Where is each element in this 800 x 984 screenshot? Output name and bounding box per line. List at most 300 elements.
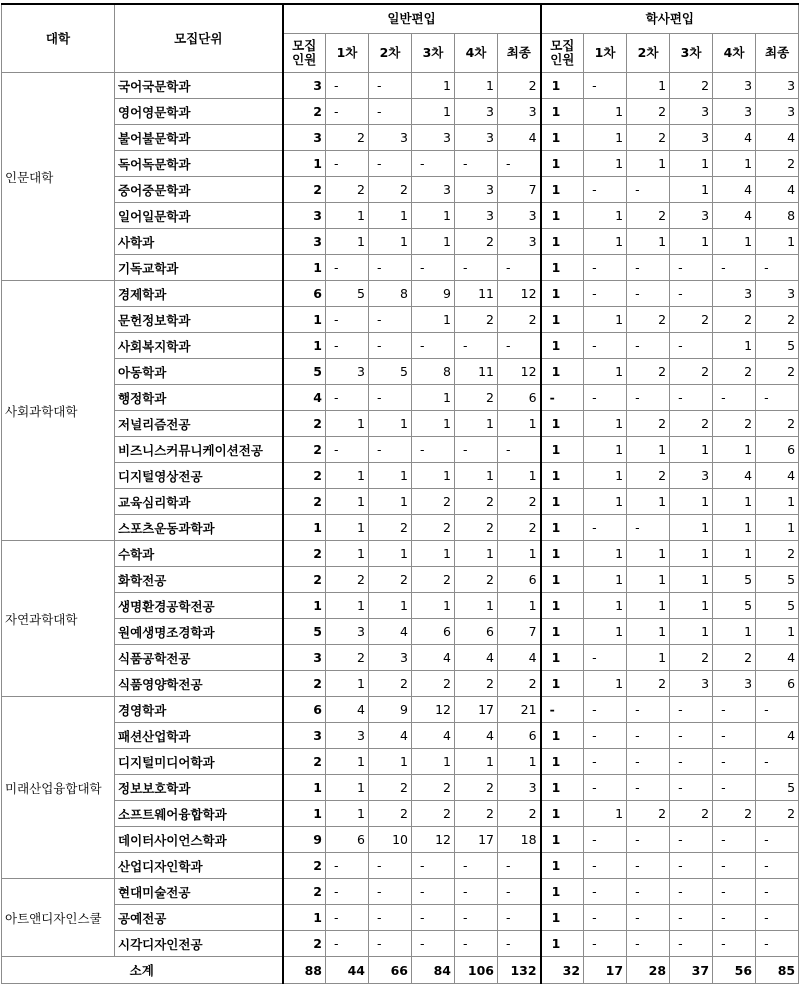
general-round-cell: 1 xyxy=(326,515,369,541)
bachelor-round-cell: 1 xyxy=(584,593,627,619)
general-round-cell: - xyxy=(369,437,412,463)
general-round-cell: 3 xyxy=(369,645,412,671)
table-row xyxy=(2,905,799,931)
general-round-cell: 2 xyxy=(498,671,541,697)
bachelor-quota-header: 모집 인원 xyxy=(541,34,584,73)
general-quota-cell: 2 xyxy=(283,931,326,957)
unit-name: 중어중문학과 xyxy=(115,177,283,203)
bachelor-round-header: 2차 xyxy=(627,34,670,73)
bachelor-round-cell: 1 xyxy=(670,515,713,541)
bachelor-round-cell: - xyxy=(670,931,713,957)
bachelor-quota-cell: 1 xyxy=(541,125,584,151)
general-round-cell: 4 xyxy=(498,645,541,671)
general-round-header: 3차 xyxy=(412,34,455,73)
bachelor-quota-cell: 1 xyxy=(541,801,584,827)
col-header-college: 대학 xyxy=(2,4,115,73)
bachelor-quota-cell: 1 xyxy=(541,99,584,125)
general-round-cell: 12 xyxy=(498,359,541,385)
general-round-cell: 2 xyxy=(412,775,455,801)
general-round-cell: 1 xyxy=(412,307,455,333)
bachelor-round-cell: 3 xyxy=(670,125,713,151)
general-round-cell: - xyxy=(455,853,498,879)
general-quota-cell: 2 xyxy=(283,541,326,567)
general-round-cell: 1 xyxy=(412,463,455,489)
bachelor-round-cell: - xyxy=(584,775,627,801)
general-round-cell: - xyxy=(498,255,541,281)
general-round-cell: 8 xyxy=(412,359,455,385)
bachelor-round-cell: 5 xyxy=(713,567,756,593)
general-round-cell: - xyxy=(498,151,541,177)
bachelor-round-cell: 1 xyxy=(584,671,627,697)
general-quota-cell: 9 xyxy=(283,827,326,853)
general-round-cell: - xyxy=(412,437,455,463)
general-round-cell: - xyxy=(326,853,369,879)
bachelor-total-cell: 32 xyxy=(541,957,584,984)
general-quota-header: 모집 인원 xyxy=(283,34,326,73)
college-name: 미래산업융합대학 xyxy=(2,697,115,879)
college-name: 자연과학대학 xyxy=(2,541,115,697)
general-round-cell: 8 xyxy=(369,281,412,307)
general-round-cell: 2 xyxy=(412,671,455,697)
table-row xyxy=(2,619,799,645)
general-round-cell: 1 xyxy=(455,411,498,437)
general-round-cell: 12 xyxy=(412,827,455,853)
general-round-cell: 3 xyxy=(412,177,455,203)
unit-name: 디지털영상전공 xyxy=(115,463,283,489)
general-round-cell: - xyxy=(369,99,412,125)
bachelor-quota-cell: 1 xyxy=(541,879,584,905)
bachelor-quota-cell: 1 xyxy=(541,619,584,645)
table-row xyxy=(2,593,799,619)
general-round-cell: - xyxy=(498,437,541,463)
general-quota-cell: 1 xyxy=(283,333,326,359)
bachelor-round-cell: - xyxy=(584,255,627,281)
bachelor-round-cell: 1 xyxy=(584,489,627,515)
bachelor-round-cell: 3 xyxy=(713,671,756,697)
general-round-cell: 3 xyxy=(326,619,369,645)
general-round-cell: 1 xyxy=(369,463,412,489)
general-round-cell: 2 xyxy=(369,567,412,593)
bachelor-round-cell: 2 xyxy=(756,411,799,437)
general-round-cell: - xyxy=(326,73,369,99)
total-row xyxy=(2,957,799,984)
bachelor-round-cell: 1 xyxy=(627,619,670,645)
general-round-cell: 2 xyxy=(498,73,541,99)
bachelor-round-cell: 2 xyxy=(670,307,713,333)
general-round-cell: - xyxy=(326,151,369,177)
general-round-cell: 7 xyxy=(498,619,541,645)
unit-name: 기독교학과 xyxy=(115,255,283,281)
general-quota-cell: 1 xyxy=(283,593,326,619)
bachelor-round-cell: - xyxy=(584,749,627,775)
bachelor-total-cell: 28 xyxy=(627,957,670,984)
bachelor-round-cell: 1 xyxy=(627,593,670,619)
unit-name: 정보보호학과 xyxy=(115,775,283,801)
general-round-cell: - xyxy=(326,931,369,957)
general-quota-cell: 1 xyxy=(283,151,326,177)
general-round-cell: 2 xyxy=(498,307,541,333)
bachelor-quota-cell: 1 xyxy=(541,515,584,541)
table-row xyxy=(2,489,799,515)
bachelor-total-cell: 37 xyxy=(670,957,713,984)
bachelor-round-cell: 2 xyxy=(670,645,713,671)
bachelor-round-cell: - xyxy=(713,827,756,853)
bachelor-round-cell: - xyxy=(627,333,670,359)
bachelor-round-cell: - xyxy=(627,931,670,957)
general-round-cell: 1 xyxy=(455,541,498,567)
general-round-cell: 6 xyxy=(326,827,369,853)
table-row xyxy=(2,463,799,489)
general-quota-cell: 2 xyxy=(283,99,326,125)
bachelor-total-cell: 56 xyxy=(713,957,756,984)
general-quota-cell: 1 xyxy=(283,515,326,541)
general-round-cell: 3 xyxy=(455,177,498,203)
general-round-cell: 1 xyxy=(326,411,369,437)
bachelor-round-cell: - xyxy=(756,827,799,853)
bachelor-round-cell: 3 xyxy=(713,99,756,125)
general-round-cell: - xyxy=(369,151,412,177)
general-round-cell: 2 xyxy=(498,801,541,827)
general-round-cell: - xyxy=(412,879,455,905)
bachelor-round-cell: 4 xyxy=(713,463,756,489)
bachelor-round-cell: - xyxy=(670,749,713,775)
bachelor-round-cell: 6 xyxy=(756,437,799,463)
general-round-cell: 9 xyxy=(412,281,455,307)
unit-name: 경제학과 xyxy=(115,281,283,307)
bachelor-round-cell: 1 xyxy=(670,437,713,463)
table-row xyxy=(2,853,799,879)
general-round-header: 4차 xyxy=(455,34,498,73)
bachelor-round-cell: 1 xyxy=(670,567,713,593)
bachelor-round-cell: 2 xyxy=(627,203,670,229)
general-round-cell: 1 xyxy=(498,463,541,489)
general-round-cell: 2 xyxy=(369,671,412,697)
general-quota-cell: 2 xyxy=(283,177,326,203)
bachelor-round-cell: 1 xyxy=(584,307,627,333)
bachelor-total-cell: 17 xyxy=(584,957,627,984)
bachelor-round-cell: 4 xyxy=(713,203,756,229)
general-round-cell: 11 xyxy=(455,359,498,385)
table-footer xyxy=(2,957,799,984)
bachelor-quota-cell: 1 xyxy=(541,541,584,567)
bachelor-round-cell: 2 xyxy=(627,411,670,437)
bachelor-round-cell: 6 xyxy=(756,671,799,697)
bachelor-round-cell: 2 xyxy=(627,671,670,697)
table-row xyxy=(2,801,799,827)
general-round-cell: 21 xyxy=(498,697,541,723)
bachelor-round-cell: - xyxy=(627,853,670,879)
general-round-cell: 1 xyxy=(455,73,498,99)
table-row xyxy=(2,645,799,671)
general-round-cell: - xyxy=(498,853,541,879)
general-round-cell: - xyxy=(369,333,412,359)
general-round-cell: - xyxy=(498,905,541,931)
general-quota-cell: 1 xyxy=(283,255,326,281)
general-round-cell: - xyxy=(455,151,498,177)
unit-name: 독어독문학과 xyxy=(115,151,283,177)
general-quota-cell: 2 xyxy=(283,853,326,879)
bachelor-round-cell: - xyxy=(627,775,670,801)
unit-name: 패션산업학과 xyxy=(115,723,283,749)
bachelor-quota-cell: 1 xyxy=(541,463,584,489)
unit-name: 생명환경공학전공 xyxy=(115,593,283,619)
bachelor-round-cell: - xyxy=(584,827,627,853)
bachelor-round-cell: 3 xyxy=(756,281,799,307)
general-round-cell: 1 xyxy=(326,489,369,515)
table-row xyxy=(2,229,799,255)
general-round-cell: - xyxy=(326,879,369,905)
general-round-cell: 1 xyxy=(326,229,369,255)
bachelor-round-cell: - xyxy=(584,177,627,203)
general-round-cell: 2 xyxy=(455,671,498,697)
bachelor-round-cell: 1 xyxy=(627,151,670,177)
general-round-cell: 12 xyxy=(498,281,541,307)
bachelor-round-cell: - xyxy=(670,775,713,801)
general-round-cell: 1 xyxy=(369,411,412,437)
college-name: 아트앤디자인스쿨 xyxy=(2,879,115,957)
bachelor-round-cell: 4 xyxy=(756,125,799,151)
general-round-cell: - xyxy=(369,385,412,411)
bachelor-round-cell: 1 xyxy=(713,489,756,515)
bachelor-round-cell: - xyxy=(756,255,799,281)
unit-name: 불어불문학과 xyxy=(115,125,283,151)
bachelor-round-cell: 1 xyxy=(670,593,713,619)
bachelor-round-cell: 2 xyxy=(756,541,799,567)
bachelor-round-cell: 1 xyxy=(756,489,799,515)
general-round-cell: 1 xyxy=(412,73,455,99)
bachelor-round-cell: - xyxy=(670,853,713,879)
unit-name: 저널리즘전공 xyxy=(115,411,283,437)
bachelor-quota-cell: 1 xyxy=(541,229,584,255)
unit-name: 디지털미디어학과 xyxy=(115,749,283,775)
bachelor-round-cell: - xyxy=(627,255,670,281)
bachelor-round-cell: 1 xyxy=(713,619,756,645)
general-round-cell: 1 xyxy=(326,671,369,697)
general-round-cell: 3 xyxy=(455,203,498,229)
general-quota-cell: 3 xyxy=(283,73,326,99)
bachelor-round-header: 3차 xyxy=(670,34,713,73)
bachelor-round-cell: 4 xyxy=(756,177,799,203)
bachelor-round-cell: - xyxy=(627,905,670,931)
table-row xyxy=(2,775,799,801)
bachelor-round-cell: - xyxy=(627,281,670,307)
col-header-general: 일반편입 xyxy=(283,4,541,34)
bachelor-round-cell: 1 xyxy=(670,177,713,203)
general-round-cell: 1 xyxy=(455,593,498,619)
bachelor-round-cell: - xyxy=(584,697,627,723)
general-quota-cell: 2 xyxy=(283,437,326,463)
bachelor-round-cell: 1 xyxy=(670,541,713,567)
general-round-cell: 2 xyxy=(498,515,541,541)
bachelor-round-cell: - xyxy=(670,697,713,723)
general-round-cell: 1 xyxy=(412,385,455,411)
bachelor-round-cell: - xyxy=(670,333,713,359)
general-round-cell: 3 xyxy=(455,125,498,151)
general-round-cell: - xyxy=(326,437,369,463)
table-row xyxy=(2,359,799,385)
general-round-cell: - xyxy=(412,905,455,931)
table-row xyxy=(2,827,799,853)
bachelor-round-cell: 3 xyxy=(670,463,713,489)
bachelor-quota-cell: 1 xyxy=(541,307,584,333)
bachelor-round-cell: 1 xyxy=(756,619,799,645)
total-label: 소계 xyxy=(2,957,283,984)
bachelor-round-header: 1차 xyxy=(584,34,627,73)
table-row xyxy=(2,125,799,151)
general-round-cell: 1 xyxy=(369,203,412,229)
general-round-cell: 2 xyxy=(369,775,412,801)
bachelor-quota-cell: 1 xyxy=(541,671,584,697)
table-row xyxy=(2,723,799,749)
bachelor-quota-cell: 1 xyxy=(541,827,584,853)
general-round-cell: 2 xyxy=(455,775,498,801)
bachelor-round-cell: 1 xyxy=(584,99,627,125)
bachelor-round-cell: 1 xyxy=(584,411,627,437)
bachelor-round-cell: - xyxy=(756,905,799,931)
bachelor-round-cell: 2 xyxy=(670,411,713,437)
bachelor-round-cell: 5 xyxy=(756,333,799,359)
bachelor-round-cell: 1 xyxy=(756,229,799,255)
general-round-cell: 2 xyxy=(455,489,498,515)
table-row xyxy=(2,255,799,281)
unit-name: 스포츠운동과학과 xyxy=(115,515,283,541)
bachelor-round-header: 4차 xyxy=(713,34,756,73)
general-round-cell: - xyxy=(326,255,369,281)
bachelor-round-cell: 1 xyxy=(627,437,670,463)
general-round-cell: 11 xyxy=(455,281,498,307)
general-round-cell: 7 xyxy=(498,177,541,203)
bachelor-quota-cell: 1 xyxy=(541,489,584,515)
bachelor-quota-cell: - xyxy=(541,385,584,411)
bachelor-round-cell: - xyxy=(756,749,799,775)
bachelor-round-cell: - xyxy=(627,385,670,411)
general-round-cell: 6 xyxy=(412,619,455,645)
general-round-cell: 3 xyxy=(326,359,369,385)
table-row xyxy=(2,203,799,229)
general-round-cell: 1 xyxy=(369,749,412,775)
general-round-cell: 1 xyxy=(455,749,498,775)
col-header-unit: 모집단위 xyxy=(115,4,283,73)
college-name: 사회과학대학 xyxy=(2,281,115,541)
general-round-cell: 1 xyxy=(412,203,455,229)
bachelor-round-cell: - xyxy=(584,333,627,359)
bachelor-round-cell: - xyxy=(627,697,670,723)
general-round-cell: 1 xyxy=(369,229,412,255)
general-round-cell: - xyxy=(326,99,369,125)
bachelor-round-cell: 1 xyxy=(584,151,627,177)
bachelor-round-cell: 5 xyxy=(756,593,799,619)
general-round-cell: 1 xyxy=(326,775,369,801)
general-total-cell: 44 xyxy=(326,957,369,984)
general-round-cell: 3 xyxy=(498,229,541,255)
general-round-cell: 18 xyxy=(498,827,541,853)
general-round-cell: 2 xyxy=(455,229,498,255)
bachelor-quota-cell: 1 xyxy=(541,645,584,671)
general-total-cell: 66 xyxy=(369,957,412,984)
unit-name: 화학전공 xyxy=(115,567,283,593)
bachelor-round-cell: 1 xyxy=(713,151,756,177)
general-round-cell: 1 xyxy=(498,749,541,775)
general-round-cell: 3 xyxy=(412,125,455,151)
bachelor-round-cell: - xyxy=(670,905,713,931)
general-round-cell: 1 xyxy=(326,463,369,489)
general-round-cell: 6 xyxy=(455,619,498,645)
bachelor-round-cell: 1 xyxy=(627,541,670,567)
bachelor-round-cell: - xyxy=(627,177,670,203)
col-header-bachelor: 학사편입 xyxy=(541,4,799,34)
bachelor-round-cell: - xyxy=(584,723,627,749)
general-round-cell: 3 xyxy=(498,203,541,229)
bachelor-round-cell: 1 xyxy=(670,229,713,255)
bachelor-round-cell: - xyxy=(756,879,799,905)
unit-name: 데이터사이언스학과 xyxy=(115,827,283,853)
general-round-cell: 2 xyxy=(369,801,412,827)
unit-name: 원예생명조경학과 xyxy=(115,619,283,645)
general-round-cell: 1 xyxy=(326,203,369,229)
general-quota-cell: 5 xyxy=(283,359,326,385)
table-row xyxy=(2,385,799,411)
bachelor-round-cell: - xyxy=(627,515,670,541)
table-row xyxy=(2,151,799,177)
unit-name: 산업디자인학과 xyxy=(115,853,283,879)
general-round-cell: - xyxy=(369,879,412,905)
unit-name: 현대미술전공 xyxy=(115,879,283,905)
general-round-cell: 4 xyxy=(412,645,455,671)
bachelor-total-cell: 85 xyxy=(756,957,799,984)
general-round-cell: - xyxy=(498,931,541,957)
general-round-cell: 1 xyxy=(412,749,455,775)
unit-name: 교육심리학과 xyxy=(115,489,283,515)
general-quota-cell: 2 xyxy=(283,411,326,437)
bachelor-quota-cell: 1 xyxy=(541,359,584,385)
general-round-cell: 2 xyxy=(326,125,369,151)
general-round-cell: 1 xyxy=(498,593,541,619)
general-round-cell: 4 xyxy=(369,723,412,749)
general-quota-cell: 2 xyxy=(283,463,326,489)
general-round-cell: - xyxy=(412,255,455,281)
unit-name: 아동학과 xyxy=(115,359,283,385)
bachelor-round-cell: - xyxy=(756,697,799,723)
bachelor-round-cell: - xyxy=(584,515,627,541)
bachelor-round-cell: 1 xyxy=(713,333,756,359)
bachelor-round-cell: 2 xyxy=(670,73,713,99)
general-round-cell: 2 xyxy=(326,567,369,593)
general-quota-cell: 3 xyxy=(283,723,326,749)
bachelor-round-cell: - xyxy=(584,879,627,905)
general-round-cell: 2 xyxy=(412,489,455,515)
bachelor-round-cell: 1 xyxy=(713,229,756,255)
bachelor-round-cell: - xyxy=(584,645,627,671)
bachelor-quota-cell: 1 xyxy=(541,593,584,619)
bachelor-round-cell: - xyxy=(713,255,756,281)
general-quota-cell: 5 xyxy=(283,619,326,645)
bachelor-round-cell: 1 xyxy=(627,73,670,99)
general-round-cell: - xyxy=(326,333,369,359)
general-round-cell: 2 xyxy=(369,177,412,203)
general-round-cell: 1 xyxy=(326,593,369,619)
bachelor-round-cell: - xyxy=(584,931,627,957)
general-round-cell: 3 xyxy=(498,775,541,801)
table-body xyxy=(2,73,799,957)
general-quota-cell: 2 xyxy=(283,671,326,697)
unit-name: 일어일문학과 xyxy=(115,203,283,229)
unit-name: 사학과 xyxy=(115,229,283,255)
bachelor-round-cell: 1 xyxy=(584,437,627,463)
bachelor-round-cell: 2 xyxy=(756,359,799,385)
general-round-cell: 4 xyxy=(455,645,498,671)
table-row xyxy=(2,333,799,359)
unit-name: 공예전공 xyxy=(115,905,283,931)
